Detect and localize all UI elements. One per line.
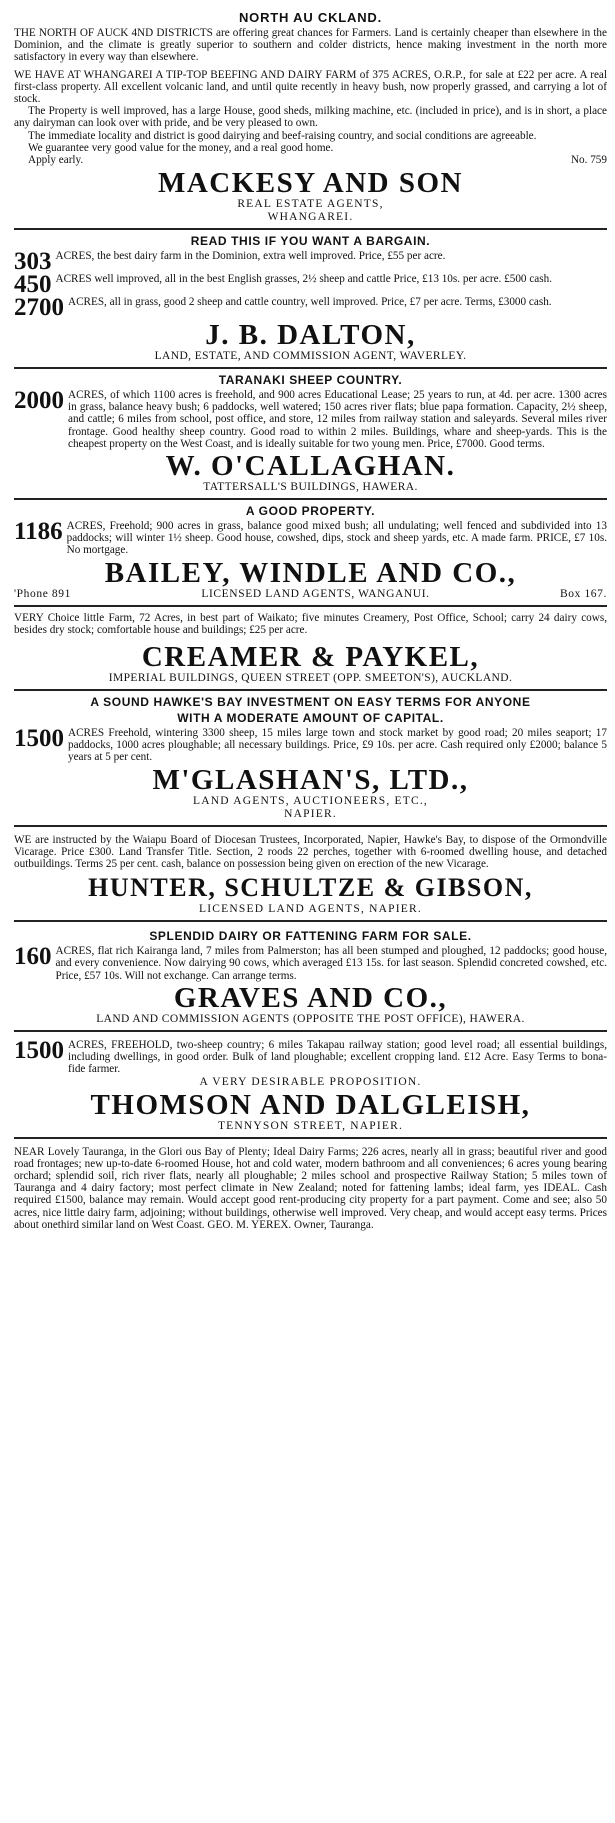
listing [14, 389, 607, 450]
ad-heading: NORTH AU CKLAND. [238, 10, 383, 25]
listing-text: ACRES, of which 1100 acres is freehold, and 900 acres Educational Lease; 25 years to run, at 4d. per acre. 1300 acres in grass, balance heavy bush; 6 paddocks, well watered; 150 acres river flats; blue papa formation. Capacity, 2½ sheep, and cattle; 6 miles from school, post office, and store, 12 miles from railway station and saleyards. Several miles river frontage. Good healthy sheep country. Good road to within 2 miles. Buildings, whare and sheep-yards. This is the cheapest property on the West Coast, and is ideally suitable for two young men. Price, £7000. Good terms. [68, 389, 607, 450]
firm-name: THOMSON AND DALGLEISH, [90, 1088, 531, 1121]
listing [14, 520, 607, 557]
firm-subtitle: LICENSED LAND AGENTS, WANGANUI. [201, 587, 430, 600]
firm-subtitle: IMPERIAL BUILDINGS, QUEEN STREET (OPP. SMEETON'S), AUCKLAND. [108, 672, 513, 685]
ad-creamer-paykel [14, 607, 607, 691]
listing-text: ACRES Freehold, wintering 3300 sheep, 15 miles large town and stock market by good road; 20 miles seaport; 17 paddocks, 1000 acres ploughable; all necessary buildings. Price, £9 10s. per acre. Cash required only £2000; balance 5 years at 5 per cent. [68, 727, 607, 764]
ad-hunter-schultze-gibson [14, 827, 607, 923]
ad-tauranga-yerex [14, 1139, 607, 1235]
listing-text: ACRES, Freehold; 900 acres in grass, balance good mixed bush; all undulating; well fenced and subdivided into 13 paddocks; will winter 1½ sheep. Good house, cowshed, dips, stock and sheep yards, etc. A made farm. PRICE, £7 10s. No mortgage. [66, 520, 607, 557]
ad-heading: A SOUND HAWKE'S BAY INVESTMENT ON EASY TERMS FOR ANYONE [90, 695, 531, 710]
ad-graves [14, 922, 607, 1032]
acreage-number: 450 [14, 271, 52, 299]
firm-subtitle: REAL ESTATE AGENTS, [237, 198, 384, 211]
ad-bailey-windle [14, 500, 607, 607]
firm-subtitle: WHANGAREI. [267, 211, 354, 224]
firm-subtitle: LICENSED LAND AGENTS, NAPIER. [199, 903, 422, 916]
ad-paragraph: NEAR Lovely Tauranga, in the Glori ous Bay of Plenty; Ideal Dairy Farms; 226 acres, nearly all in grass; beautiful river and good road frontages; new up-to-date 6-roomed House, hot and cold water, modern bathroom and all conveniences; 6 acres young bearing orchard; splendid soil, rich river flats, nearly all ploughable; 2 miles school and prospective Railway Station; 5 miles town of Tauranga and 4 dairy factory; most perfect climate in New Zealand; noted for fattening lambs; ideal farm, yes IDEAL. Cash required £1500, balance may remain. Would accept good rent-producing city property for a part payment. Come and see; also 50 acres, nice little dairy farm, adjoining; without buildings, otherwise well improved. Very cheap, and would accept easy terms. Prices about onethird similar land on West Coast. GEO. M. YEREX. Owner, Tauranga. [14, 1145, 607, 1231]
ad-heading: SPLENDID DAIRY OR FATTENING FARM FOR SALE. [149, 929, 472, 944]
ad-heading: A VERY DESIRABLE PROPOSITION. [199, 1075, 422, 1088]
ad-reference: No. 759 [570, 154, 607, 167]
firm-name: MACKESY AND SON [157, 167, 463, 200]
ad-ocallaghan [14, 369, 607, 500]
ad-paragraph: THE NORTH OF AUCK 4ND DISTRICTS are offering great chances for Farmers. Land is certainly cheaper than elsewhere in the Dominion, and the climate is greatly superior to southern and colder districts, hence making investment in the north more satisfactory in every way than elsewhere. [14, 27, 607, 64]
listing [14, 294, 607, 322]
listing-text: ACRES, flat rich Kairanga land, 7 miles from Palmerston; has all been stumped and ploughed, 12 paddocks; good house, and every convenience. Now dairying 90 cows, which averaged £13 15s. for last season. Splendid concreted cowshed, etc. Price, £57 10s. Will not exchange. Can arrange terms. [55, 945, 607, 982]
listing [14, 271, 607, 299]
ad-paragraph: WE HAVE AT WHANGAREI A TIP-TOP BEEFING AND DAIRY FARM of 375 ACRES, O.R.P., for sale at £22 per acre. A real first-class property. All excellent volcanic land, and until quite recently in heavy bush, now properly grassed, and carrying a lot of stock. [14, 68, 607, 106]
acreage-number: 303 [14, 248, 52, 276]
listing [14, 945, 607, 982]
firm-subtitle: TATTERSALL'S BUILDINGS, HAWERA. [203, 481, 418, 494]
ad-heading: READ THIS IF YOU WANT A BARGAIN. [190, 234, 431, 249]
ad-paragraph: Apply early. [28, 154, 84, 167]
listing-text: ACRES, FREEHOLD, two-sheep country; 6 miles Takapau railway station; good level road; all essential buildings, including dwellings, in good order. Bulk of land ploughable; excellent cropping land. £12 Acre. Easy Terms to bona-fide farmer. [68, 1038, 607, 1076]
firm-subtitle: LAND AGENTS, AUCTIONEERS, ETC., [193, 794, 428, 807]
listing-text: ACRES, all in grass, good 2 sheep and cattle country, well improved. Price, £7 per acre. Terms, £3000 cash. [68, 296, 552, 309]
acreage-number: 1500 [14, 725, 64, 753]
firm-name: GRAVES AND CO., [173, 981, 448, 1014]
firm-name: HUNTER, SCHULTZE & GIBSON, [88, 873, 533, 903]
acreage-number: 2700 [14, 294, 64, 322]
listing [14, 1036, 607, 1076]
ad-paragraph: The immediate locality and district is good dairying and beef-raising country, and social conditions are agreeable. [28, 129, 537, 142]
ad-paragraph: We guarantee very good value for the money, and a real good home. [28, 141, 334, 154]
acreage-number: 1186 [14, 518, 63, 546]
ad-heading: TARANAKI SHEEP COUNTRY. [218, 373, 403, 388]
firm-subtitle: LAND, ESTATE, AND COMMISSION AGENT, WAVERLEY. [154, 350, 467, 363]
acreage-number: 1500 [14, 1036, 64, 1064]
ad-heading: WITH A MODERATE AMOUNT OF CAPITAL. [177, 711, 444, 726]
listing [14, 248, 607, 276]
ad-paragraph: The Property is well improved, has a large House, good sheds, milking machine, etc. (included in price), and is in short, a place any dairyman can look over with pride, and be very pleased to own. [14, 105, 607, 130]
box-number: Box 167. [560, 587, 607, 600]
acreage-number: 160 [14, 943, 52, 971]
ad-paragraph: VERY Choice little Farm, 72 Acres, in best part of Waikato; five minutes Creamery, Post Office, School; carry 24 dairy cows, besides dry stock; comfortable house and buildings; £25 per acre. [14, 611, 607, 636]
firm-name: BAILEY, WINDLE AND CO., [104, 556, 517, 589]
firm-contact-line [14, 588, 607, 601]
ad-dalton [14, 230, 607, 369]
listing [14, 727, 607, 764]
ad-heading: A GOOD PROPERTY. [245, 504, 376, 519]
firm-name: J. B. DALTON, [205, 319, 416, 352]
ad-mglashans [14, 691, 607, 827]
firm-subtitle: LAND AND COMMISSION AGENTS (OPPOSITE THE POST OFFICE), HAWERA. [96, 1012, 525, 1025]
ad-thomson-dalgleish [14, 1032, 607, 1139]
ad-paragraph: WE are instructed by the Waiapu Board of Diocesan Trustees, Incorporated, Napier, Hawke's Bay, to dispose of the Ormondville Vicarage. Price £300. Land Transfer Title. Section, 2 roods 22 perches, together with 6-roomed dwelling house, and detached outbuildings. Terms 25 per cent. cash, balance on possession being given on erection of the new Vicarage. [14, 833, 607, 871]
firm-name: M'GLASHAN'S, LTD., [152, 763, 469, 796]
firm-name: W. O'CALLAGHAN. [165, 450, 456, 483]
acreage-number: 2000 [14, 387, 64, 415]
firm-subtitle: NAPIER. [284, 807, 337, 820]
phone-number: 'Phone 891 [14, 587, 71, 600]
listing-text: ACRES well improved, all in the best English grasses, 2½ sheep and cattle Price, £13 10s. per acre. £500 cash. [55, 273, 552, 286]
ad-north-auckland [14, 6, 607, 230]
firm-name: CREAMER & PAYKEL, [141, 641, 480, 674]
firm-subtitle: TENNYSON STREET, NAPIER. [217, 1119, 404, 1132]
listing-text: ACRES, the best dairy farm in the Dominion, extra well improved. Price, £55 per acre. [55, 250, 446, 263]
